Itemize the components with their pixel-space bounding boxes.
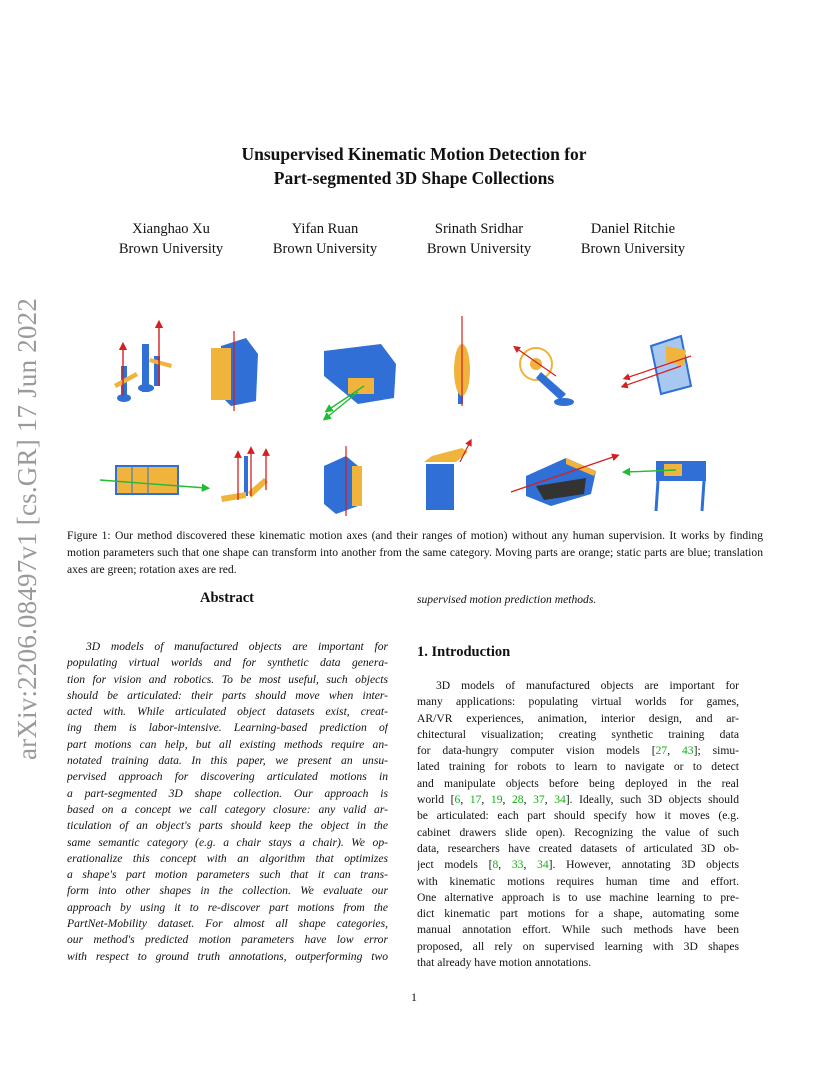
author-affiliation: Brown University: [118, 241, 224, 257]
introduction-line: world [6, 17, 19, 28, 37, 34]. Ideally, such 3D objects should: [417, 793, 739, 807]
citation-link[interactable]: 37: [533, 793, 545, 807]
abstract-line: notated training data. In this paper, we present an unsu-: [67, 754, 388, 768]
introduction-line: be articulated: each part should specify how it moves (e.g.: [417, 809, 739, 823]
citation-link[interactable]: 19: [490, 793, 503, 807]
introduction-line: that already have motion annotations.: [417, 956, 592, 970]
author-affiliation: Brown University: [580, 241, 686, 257]
abstract-continuation: supervised motion prediction methods.: [417, 593, 597, 606]
abstract-line: acted with. While articulated object datasets exist, creat-: [67, 705, 388, 719]
object-folding-chair: [624, 336, 691, 394]
object-ceiling-fan: [221, 450, 268, 502]
object-chest: [511, 456, 616, 506]
citation-link[interactable]: 28: [512, 793, 524, 807]
introduction-line: many applications: populating virtual worlds for games,: [417, 695, 739, 709]
introduction-line: dict kinematic part motions for a shape, automating some: [417, 907, 739, 921]
abstract-line: 3D models of manufactured objects are important for: [86, 640, 388, 653]
figure-1-teaser: [96, 306, 736, 521]
author-1: [86, 219, 256, 259]
introduction-line: data, researchers have created datasets of articulated 3D ob-: [417, 841, 739, 855]
abstract-line: with respect to ground truth annotations, outperforming two: [67, 949, 388, 963]
object-box-lid: [324, 446, 362, 516]
introduction-line: and manipulate objects before being deployed in the real: [417, 776, 739, 790]
object-desk-fan: [516, 348, 574, 406]
paper-title: [0, 142, 828, 190]
author-name: Srinath Sridhar: [434, 221, 524, 237]
introduction-line: ject models [8, 33, 34]. However, annotating 3D objects: [417, 858, 739, 872]
abstract-line: same semantic category (e.g. a chair stays a chair). We op-: [67, 835, 388, 849]
introduction-line: for data-hungry computer vision models [27, 43]; simu-: [417, 744, 739, 758]
citation-link[interactable]: 34: [554, 793, 566, 807]
abstract-line: tion for vision and robotics. To be most useful, such objects: [67, 672, 388, 686]
abstract-line: ing them is labor-intensive. Learning-based prediction of: [67, 721, 388, 735]
abstract-line: a shape's part motion parameters such that it can trans-: [67, 868, 388, 882]
title-line-1: Unsupervised Kinematic Motion Detection for: [241, 144, 587, 164]
citation-link[interactable]: 27: [655, 744, 668, 758]
abstract-line: should be articulated: their parts should move when inter-: [67, 688, 388, 702]
introduction-line: with kinematic motions requires human time and effort.: [417, 874, 739, 888]
arxiv-stamp: arXiv:2206.08497v1 [cs.GR] 17 Jun 2022: [12, 297, 42, 760]
introduction-line: AR/VR experiences, animation, interior design, and ar-: [417, 711, 739, 725]
citation-link[interactable]: 8: [492, 858, 499, 872]
object-cabinet: [211, 331, 258, 411]
author-affiliation: Brown University: [272, 241, 378, 257]
introduction-line: One alternative approach is to use machine learning to pre-: [417, 890, 739, 904]
introduction-body: [417, 678, 739, 971]
author-name: Daniel Ritchie: [590, 221, 676, 237]
citation-link[interactable]: 34: [537, 858, 549, 872]
author-name: Yifan Ruan: [291, 221, 359, 237]
page-number: 1: [411, 990, 417, 1004]
author-4: [548, 219, 718, 259]
citation-link[interactable]: 6: [454, 793, 461, 807]
author-name: Xianghao Xu: [132, 221, 210, 237]
abstract-line: form into other shapes in the collection. We evaluate our: [67, 884, 388, 898]
abstract-line: ticulation of an object's parts should keep the object in the: [67, 819, 388, 833]
abstract-line: populating virtual worlds and for synthetic data genera-: [67, 656, 388, 670]
introduction-line: manual annotation effort. While such methods have been: [417, 923, 739, 937]
object-drawer-desk: [324, 344, 396, 418]
object-table-drawer: [626, 461, 706, 511]
abstract-line: erationalize this concept with an algorithm that optimizes: [67, 851, 388, 865]
abstract-line: PartNet-Mobility dataset. For almost all shape categories,: [67, 917, 388, 931]
title-line-2: Part-segmented 3D Shape Collections: [273, 168, 555, 188]
introduction-line: 3D models of manufactured objects are important for: [436, 679, 739, 692]
citation-link[interactable]: 17: [469, 793, 482, 807]
abstract-line: approach by using it to re-discover part motions from the: [67, 900, 388, 914]
object-window: [100, 466, 206, 494]
introduction-line: lated training for robots to learn to navigate or to detect: [417, 760, 739, 774]
introduction-line: chitectural visualization; creating synthetic training data: [417, 727, 739, 741]
citation-link[interactable]: 33: [511, 858, 524, 872]
abstract-line: based on a concept we call category closure: any valid ar-: [67, 802, 388, 816]
abstract-heading: Abstract: [200, 590, 254, 606]
introduction-line: proposed, all rely on supervised learning with 3D shapes: [417, 939, 739, 953]
abstract-line: pervised approach for discovering articulated motions in: [67, 770, 388, 784]
abstract-line: a part-segmented 3D shape collection. Our approach is: [67, 786, 388, 800]
author-3: [394, 219, 564, 259]
introduction-heading: 1. Introduction: [417, 644, 511, 660]
citation-link[interactable]: 43: [682, 744, 694, 758]
figure-caption: Figure 1: Our method discovered these kinematic motion axes (and their ranges of motion) without any human supervision. It works by finding motion parameters such that one shape can transform into another from the same category. Moving parts are orange; static parts are blue; translation axes are green; rotation axes are red.: [67, 529, 763, 576]
abstract-body: [67, 639, 388, 965]
author-affiliation: Brown University: [426, 241, 532, 257]
object-fan-stand: [454, 316, 470, 406]
abstract-line: our method's predicted motion parameters have low error: [67, 933, 388, 947]
author-2: [240, 219, 410, 259]
introduction-line: cabinet drawers slide open). Recognizing the value of such: [417, 825, 739, 839]
object-trash-bin: [424, 442, 470, 510]
object-faucet-pair: [114, 324, 172, 402]
abstract-line: part motions can help, but all existing methods require an-: [67, 737, 388, 751]
